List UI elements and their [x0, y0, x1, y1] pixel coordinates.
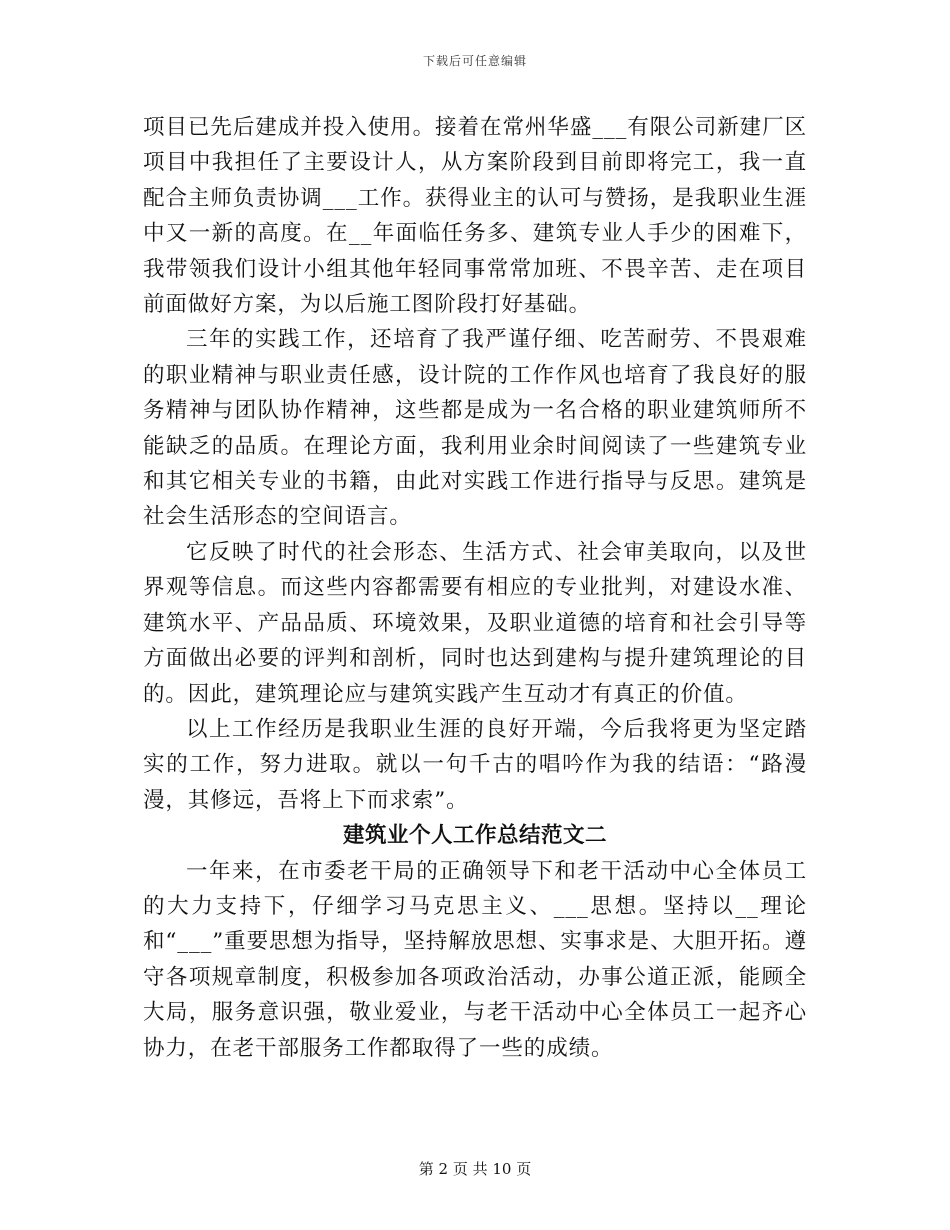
- paragraph-conclusion: 以上工作经历是我职业生涯的良好开端，今后我将更为坚定踏实的工作，努力进取。就以一句千古的唱吟作为我的结语：“路漫漫，其修远，吾将上下而求索”。: [143, 716, 807, 813]
- paragraph-practice: 三年的实践工作，还培育了我严谨仔细、吃苦耐劳、不畏艰难的职业精神与职业责任感，设计院的工作作风也培育了我良好的服务精神与团队协作精神，这些都是成为一名合格的职业建筑师所不能缺乏的品质。在理论方面，我利用业余时间阅读了一些建筑专业和其它相关专业的书籍，由此对实践工作进行指导与反思。建筑是社会生活形态的空间语言。: [143, 327, 807, 530]
- page-footer: 第 2 页 共 10 页: [418, 1160, 532, 1178]
- document-body: [143, 110, 807, 1066]
- section-title: 建筑业个人工作总结范文二: [342, 823, 607, 849]
- page-header: 下载后可任意编辑: [422, 54, 527, 68]
- paragraph-theory: 它反映了时代的社会形态、生活方式、社会审美取向，以及世界观等信息。而这些内容都需要有相应的专业批判，对建设水准、建筑水平、产品品质、环境效果，及职业道德的培育和社会引导等方面做出必要的评判和剖析，同时也达到建构与提升建筑理论的目的。因此，建筑理论应与建筑实践产生互动才有真正的价值。: [143, 539, 807, 707]
- paragraph-continuation: 项目已先后建成并投入使用。接着在常州华盛___有限公司新建厂区项目中我担任了主要设计人，从方案阶段到目前即将完工，我一直配合主师负责协调___工作。获得业主的认可与赞扬，是我职业生涯中又一新的高度。在__年面临任务多、建筑专业人手少的困难下，我带领我们设计小组其他年轻同事常常加班、不畏辛苦、走在项目前面做好方案，为以后施工图阶段打好基础。: [143, 115, 807, 318]
- paragraph-section-intro: 一年来，在市委老干局的正确领导下和老干活动中心全体员工的大力支持下，仔细学习马克思主义、___思想。坚持以__理论和“___”重要思想为指导，坚持解放思想、实事求是、大胆开拓。遵守各项规章制度，积极参加各项政治活动，办事公道正派，能顾全大局，服务意识强，敬业爱业，与老干活动中心全体员工一起齐心协力，在老干部服务工作都取得了一些的成绩。: [143, 858, 807, 1061]
